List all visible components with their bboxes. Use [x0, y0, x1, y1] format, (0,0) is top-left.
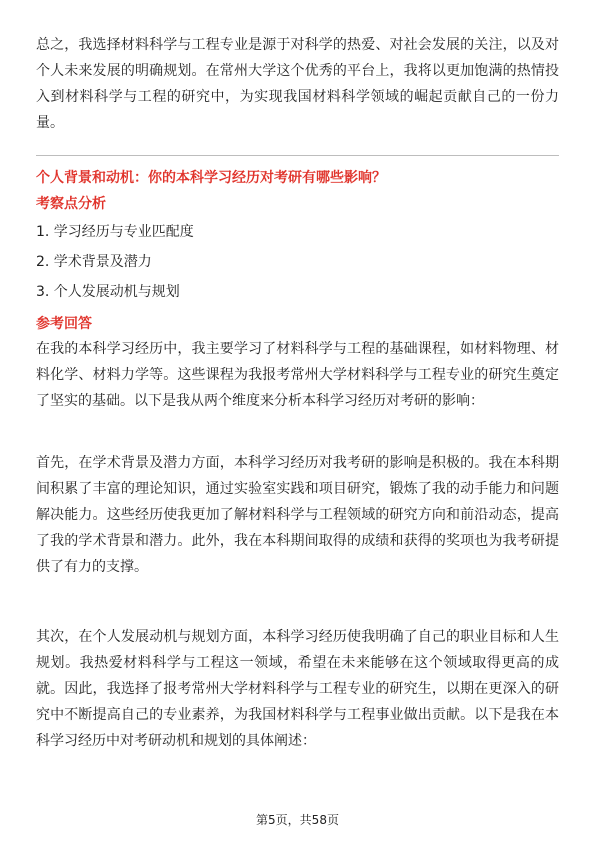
page-number: 第5页，共58页 — [256, 813, 339, 827]
answer-paragraph-1: 在我的本科学习经历中，我主要学习了材料科学与工程的基础课程，如材料物理、材料化学、材料力学等。这些课程为我报考常州大学材料科学与工程专业的研究生奠定了坚实的基础。以下是我从两个维度来分析本科学习经历对考研的影响： — [36, 341, 559, 409]
analysis-heading: 考察点分析 — [36, 196, 106, 212]
analysis-item-2: 2. 学术背景及潜力 — [36, 254, 152, 270]
answer-paragraph-3: 其次，在个人发展动机与规划方面，本科学习经历使我明确了自己的职业目标和人生规划。我热爱材料科学与工程这一领域，希望在未来能够在这个领域取得更高的成就。因此，我选择了报考常州大学材料科学与工程专业的研究生，以期在更深入的研究中不断提高自己的专业素养，为我国材料科学与工程事业做出贡献。以下是我在本科学习经历中对考研动机和规划的具体阐述： — [36, 629, 559, 749]
analysis-item-1: 1. 学习经历与专业匹配度 — [36, 224, 194, 240]
question-title: 个人背景和动机：你的本科学习经历对考研有哪些影响？ — [36, 170, 386, 186]
analysis-item-3: 3. 个人发展动机与规划 — [36, 284, 180, 300]
answer-paragraph-2: 首先，在学术背景及潜力方面，本科学习经历对我考研的影响是积极的。我在本科期间积累了丰富的理论知识，通过实验室实践和项目研究，锻炼了我的动手能力和问题解决能力。这些经历使我更加了解材料科学与工程领域的研究方向和前沿动态，提高了我的学术背景和潜力。此外，我在本科期间取得的成绩和获得的奖项也为我考研提供了有力的支撑。 — [36, 455, 559, 575]
answer-heading: 参考回答 — [36, 316, 92, 332]
summary-paragraph: 总之，我选择材料科学与工程专业是源于对科学的热爱、对社会发展的关注，以及对个人未来发展的明确规划。在常州大学这个优秀的平台上，我将以更加饱满的热情投入到材料科学与工程的研究中，为实现我国材料科学领域的崛起贡献自己的一份力量。 — [36, 37, 559, 131]
section-divider — [36, 155, 559, 156]
